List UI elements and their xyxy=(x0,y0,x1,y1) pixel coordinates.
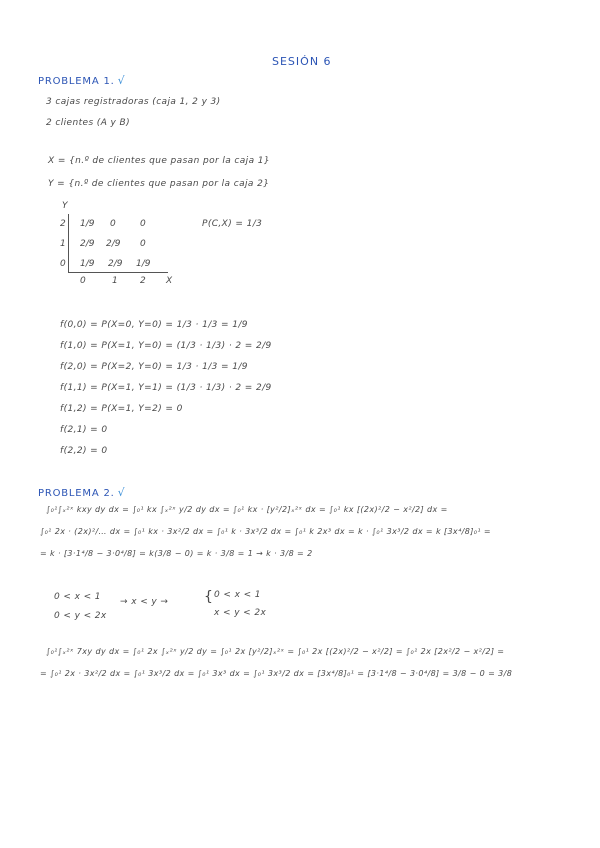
def-y: Y = {n.º de clientes que pasan por la caja 2} xyxy=(48,179,270,189)
y-tick-2: 2 xyxy=(60,219,66,229)
problema-1-heading xyxy=(38,74,125,87)
inequality-1: 0 < x < 1 xyxy=(54,592,101,602)
cell-1-1: 2/9 xyxy=(106,239,121,249)
setup-line-1: 3 cajas registradoras (caja 1, 2 y 3) xyxy=(46,97,221,107)
setup-line-2: 2 clientes (A y B) xyxy=(46,118,130,128)
equation-line-7: f(2,2) = 0 xyxy=(60,446,108,456)
equation-line-5: f(1,2) = P(X=1, Y=2) = 0 xyxy=(60,404,183,414)
table-y-axis xyxy=(68,214,69,272)
integral-line-1: ∫₀¹∫ₓ²ˣ kxy dy dx = ∫₀¹ kx ∫ₓ²ˣ y/2 dy dx = ∫₀¹ kx · [y²/2]ₓ²ˣ dx = ∫₀¹ kx [(2x)²/2 − x²/2] dx = xyxy=(46,505,448,514)
integral-line-3: = k · [3·1⁴/8 − 3·0⁴/8] = k(3/8 − 0) = k · 3/8 = 1 → k · 3/8 = 2 xyxy=(40,549,313,558)
checkmark-icon: √ xyxy=(117,486,126,499)
cell-2-2: 0 xyxy=(140,219,146,229)
page-title: SESIÓN 6 xyxy=(272,55,332,68)
y-tick-0: 0 xyxy=(60,259,66,269)
table-x-axis xyxy=(68,272,168,273)
cell-2-0: 1/9 xyxy=(80,219,95,229)
equation-line-1: f(0,0) = P(X=0, Y=0) = 1/3 · 1/3 = 1/9 xyxy=(60,320,248,330)
integral-line-2: ∫₀¹ 2x · (2x)²/… dx = ∫₀¹ kx · 3x²/2 dx = ∫₀¹ k · 3x³/2 dx = ∫₀¹ k 2x³ dx = k · ∫₀¹ 3x³/2 dx = k [3x⁴/8]₀¹ = xyxy=(40,527,492,536)
x-tick-1: 1 xyxy=(112,276,118,286)
final-integral-line-2: = ∫₀¹ 2x · 3x²/2 dx = ∫₀¹ 3x³/2 dx = ∫₀¹ 3x³ dx = ∫₀¹ 3x³/2 dx = [3x⁴/8]₀¹ = [3·1⁴/8 − 3·0⁴/8] = 3/8 − 0 = 3/8 xyxy=(40,669,513,678)
problema-1-heading-text: PROBLEMA 1. xyxy=(38,76,115,87)
cell-1-0: 2/9 xyxy=(80,239,95,249)
cell-2-1: 0 xyxy=(110,219,116,229)
x-tick-2: 2 xyxy=(140,276,146,286)
cell-0-2: 1/9 xyxy=(136,259,151,269)
equation-line-6: f(2,1) = 0 xyxy=(60,425,108,435)
equation-line-3: f(2,0) = P(X=2, Y=0) = 1/3 · 1/3 = 1/9 xyxy=(60,362,248,372)
checkmark-icon: √ xyxy=(117,74,126,87)
problema-2-heading xyxy=(38,486,125,499)
final-integral-line-1: ∫₀¹∫ₓ²ˣ 7xy dy dx = ∫₀¹ 2x ∫ₓ²ˣ y/2 dy = ∫₀¹ 2x [y²/2]ₓ²ˣ = ∫₀¹ 2x [(2x)²/2 − x²/2] = ∫₀¹ 2x [2x²/2 − x²/2] = xyxy=(46,647,505,656)
inequality-2: 0 < y < 2x xyxy=(54,611,107,621)
brace-icon: { xyxy=(204,589,214,605)
table-y-label: Y xyxy=(62,201,68,211)
equation-line-2: f(1,0) = P(X=1, Y=0) = (1/3 · 1/3) · 2 = 2/9 xyxy=(60,341,272,351)
side-note: P(C,X) = 1/3 xyxy=(202,219,263,229)
system-1: 0 < x < 1 xyxy=(214,590,261,600)
implication-arrow: → x < y → xyxy=(120,597,169,607)
y-tick-1: 1 xyxy=(60,239,66,249)
problema-2-heading-text: PROBLEMA 2. xyxy=(38,488,115,499)
equation-line-4: f(1,1) = P(X=1, Y=1) = (1/3 · 1/3) · 2 = 2/9 xyxy=(60,383,272,393)
x-tick-0: 0 xyxy=(80,276,86,286)
table-x-label: X xyxy=(166,276,173,286)
cell-0-0: 1/9 xyxy=(80,259,95,269)
cell-1-2: 0 xyxy=(140,239,146,249)
cell-0-1: 2/9 xyxy=(108,259,123,269)
def-x: X = {n.º de clientes que pasan por la caja 1} xyxy=(48,156,270,166)
system-2: x < y < 2x xyxy=(214,608,267,618)
